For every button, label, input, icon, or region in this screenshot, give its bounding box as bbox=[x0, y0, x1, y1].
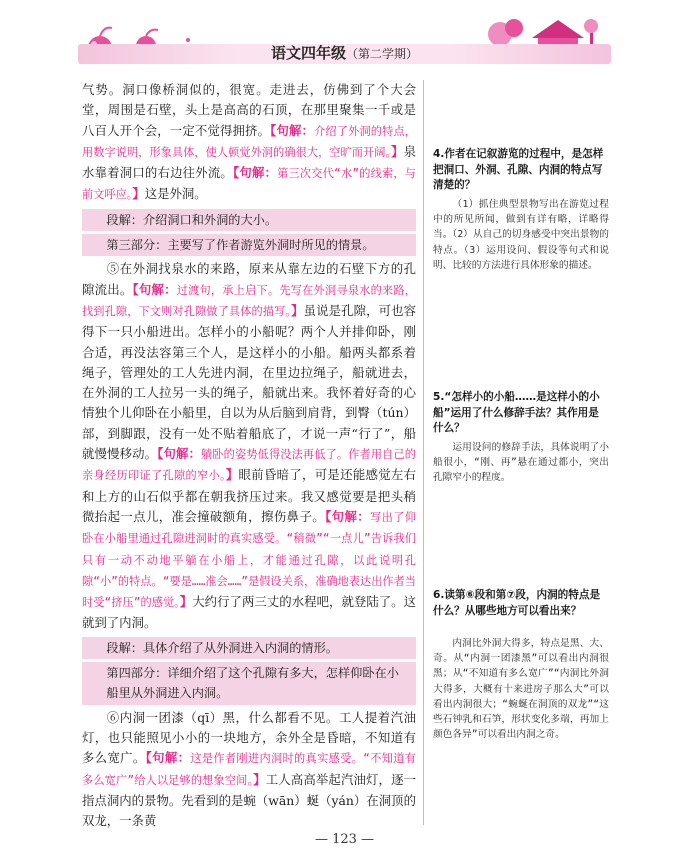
annotation-marker: 【句解： bbox=[233, 165, 278, 181]
text-segment: 大约行了两三丈的水程吧，就登陆了。这就到了内洞。 bbox=[82, 594, 417, 631]
book-subtitle: （第二学期） bbox=[346, 47, 419, 61]
annotation-marker: 】 bbox=[253, 771, 266, 787]
annotation-text: 过渡句，承上启下。先写在外洞寻泉水的来路，找到孔隙，下文则对孔隙做了具体的描写。 bbox=[82, 283, 416, 318]
annotation-marker: 】 bbox=[132, 186, 145, 202]
question-6: 6.读第⑥段和第⑦段，内洞的特点是什么？从哪些地方可以看出来？ bbox=[433, 589, 601, 617]
text-segment: 工人高高举起汽油灯，逐一指点洞内的景物。先看到的是蜿（wān）蜒（yán）在洞顶的双龙，一条黄 bbox=[82, 771, 417, 829]
paragraph-5 bbox=[82, 259, 416, 633]
annotation-marker: 【句解： bbox=[325, 508, 371, 524]
text-segment: 气势。洞口像桥洞似的，很宽。走进去，仿佛到了个大会堂，周围是石壁，头上是高高的石顶，在那里聚集一千或是八百人开个会，一定不觉得拥挤。 bbox=[82, 82, 416, 138]
annotation-marker: 【句解： bbox=[270, 122, 315, 138]
answer-6: 内洞比外洞大得多，特点是黑、大、奇。从“内洞一团漆黑”可以看出内洞很黑；从“不知道有多么宽广”“内洞比外洞大得多，大概有十来进房子那么大”可以看出内洞很大；“蜿蜒在洞顶的双龙”“这些石钟乳和石笋，形状变化多端，再加上颜色各异”可以看出内洞之奇。 bbox=[433, 638, 609, 741]
page-header bbox=[0, 0, 689, 80]
text-segment: 虽说是孔隙，可也容得下一只小船进出。怎样小的小船呢？两个人并排仰卧，刚合适，再没法容第三个人，是这样小的小船。船两头都系着绳子，管理处的工人先进内洞，在里边拉绳子，船就进去，在外洞的工人拉另一头的绳子，船就出来。我怀着好奇的心情独个儿仰卧在小船里，自以为从后脑到肩背，到臀（tún）部，到脚跟，没有一处不贴着船底了，才说一声“行了”，船就慢慢移动。 bbox=[82, 302, 417, 462]
book-title: 语文四年级 bbox=[270, 44, 346, 62]
paragraph-outer-cave bbox=[82, 80, 416, 206]
page-number: — 123 — bbox=[314, 832, 375, 847]
annotation-text: 这是作者刚进内洞时的真实感受。“不知道有多么宽广”给人以足够的想象空间。 bbox=[82, 752, 416, 787]
annotation-marker: 】 bbox=[291, 302, 304, 318]
section-heading-4: 第四部分：详细介绍了这个孔隙有多大，怎样仰卧在小船里从外洞进入内洞。 bbox=[82, 662, 416, 705]
annotation-marker: 【句解： bbox=[145, 750, 191, 766]
annotation-marker: 【句解： bbox=[132, 281, 177, 297]
section-note-2: 段解：具体介绍了从外洞进入内洞的情形。 bbox=[82, 637, 416, 659]
annotation-marker: 】 bbox=[179, 594, 193, 610]
annotation-text: 躺卧的姿势低得没法再低了。作者用自己的亲身经历印证了孔隙的窄小。 bbox=[82, 448, 416, 483]
question-4: 4.作者在记叙游览的过程中，是怎样把洞口、外洞、孔隙、内洞的特点写清楚的？ bbox=[433, 148, 604, 191]
section-note-1: 段解：介绍洞口和外洞的大小。 bbox=[82, 209, 416, 231]
annotation-marker: 【句解： bbox=[157, 446, 202, 462]
text-segment: ⑥内洞一团漆（qī）黑，什么都看不见。工人提着汽油灯，也只能照见小小的一块地方，余外全是昏暗，不知道有多么宽广。 bbox=[82, 709, 416, 766]
annotation-marker: 】 bbox=[225, 467, 239, 483]
text-segment: 眼前昏暗了，可是还能感觉左右和上方的山石似乎都在朝我挤压过来。我又感觉要是把头稍微抬起一点儿，准会撞破额角，擦伤鼻子。 bbox=[82, 467, 417, 524]
section-heading-3: 第三部分：主要写了作者游览外洞时所见的情景。 bbox=[82, 234, 416, 256]
text-segment: 泉水靠着洞口的右边往外流。 bbox=[82, 143, 417, 181]
annotation-text: 写出了仰卧在小船里通过孔隙进洞时的真实感受。“稍微”“一点儿”告诉我们只有一动不动地平躺在小船上，才能通过孔隙，以此说明孔隙“小”的特点。“要是……准会……”是假设关系，准确地表达出作者当时受“挤压”的感觉。 bbox=[82, 510, 416, 610]
page-title bbox=[0, 42, 689, 63]
left-column bbox=[82, 80, 416, 831]
question-5: 5.“怎样小的小船……是这样小的小船”运用了什么修辞手法？其作用是什么？ bbox=[433, 391, 600, 434]
answer-4: （1）抓住典型景物写出在游览过程中的所见所闻，做到有详有略，详略得当。（2）从自己的切身感受中突出景物的特点。（3）运用设问、假设等句式和说明、比较的方法进行具体形象的描述。 bbox=[433, 199, 609, 271]
text-segment: ⑤在外洞找泉水的来路，原来从靠左边的石壁下方的孔隙流出。 bbox=[82, 261, 416, 297]
annotation-text: 介绍了外洞的特点，用数字说明，形象具体，使人顿觉外洞的确很大，空旷而开阔。 bbox=[82, 124, 416, 159]
annotation-text: 第三次交代“水”的线索，与前文呼应。 bbox=[82, 167, 416, 202]
answer-5: 运用设问的修辞手法，具体说明了小船很小，“刚、再”悬在通过都小，突出孔隙窄小的程度。 bbox=[433, 442, 609, 484]
column-divider bbox=[423, 80, 424, 825]
text-segment: 这是外洞。 bbox=[144, 186, 207, 202]
paragraph-6 bbox=[82, 708, 416, 832]
annotation-marker: 】 bbox=[391, 143, 404, 159]
